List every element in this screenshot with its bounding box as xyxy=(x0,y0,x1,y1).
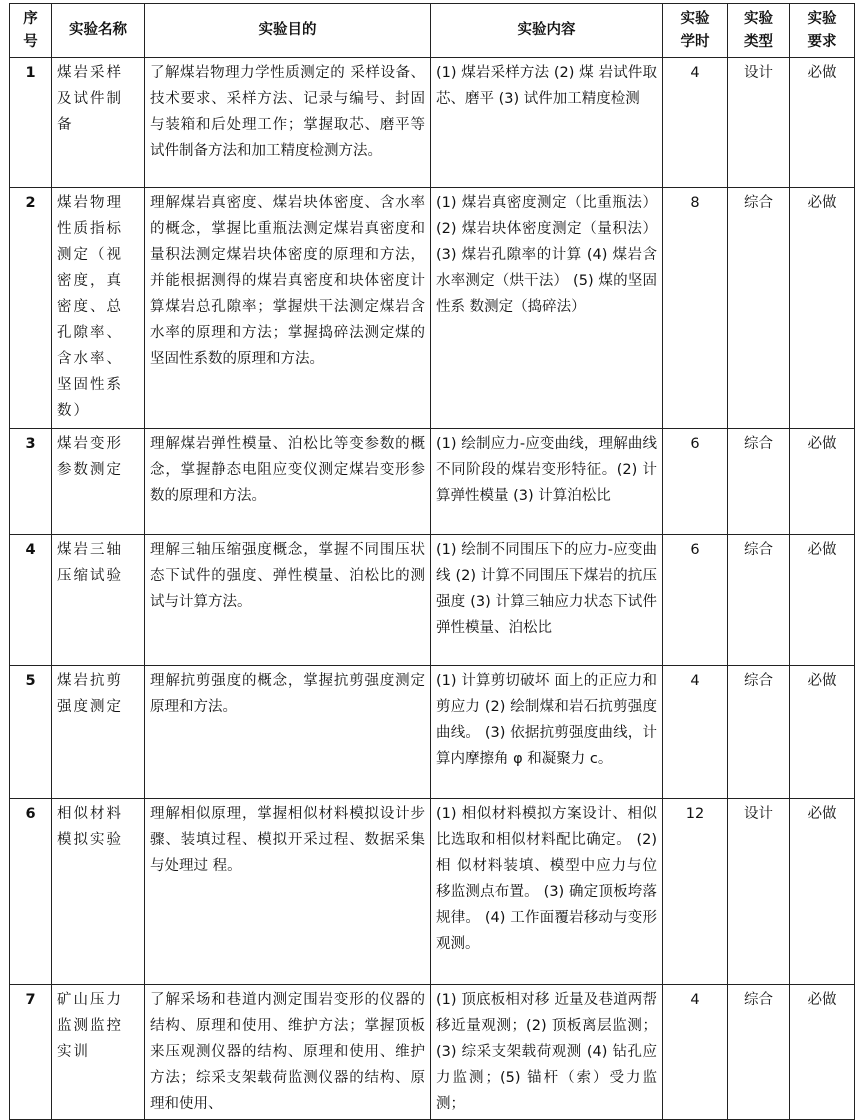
experiment-hours: 12 xyxy=(663,799,728,985)
experiment-requirement: 必做 xyxy=(790,799,855,985)
experiment-content: (1) 煤岩真密度测定（比重瓶法） (2) 煤岩块体密度测定（量积法）(3) 煤岩孔隙率的计算 (4) 煤岩含水率测定（烘干法） (5) 煤的坚固性系 数测定（捣碎法） xyxy=(431,188,663,429)
experiment-name: 煤岩采样及试件制备 xyxy=(52,58,145,188)
experiment-hours: 8 xyxy=(663,188,728,429)
experiment-name: 煤岩物理性质指标测定（视密度，真密度、总孔隙率、含水率、坚固性系数） xyxy=(52,188,145,429)
experiment-requirement: 必做 xyxy=(790,985,855,1120)
experiment-type: 综合 xyxy=(728,535,790,666)
experiment-hours: 4 xyxy=(663,58,728,188)
row-number: 3 xyxy=(10,429,52,535)
row-number: 5 xyxy=(10,666,52,799)
experiment-name: 相似材料模拟实验 xyxy=(52,799,145,985)
experiment-purpose: 理解煤岩弹性模量、泊松比等变参数的概念，掌握静态电阻应变仪测定煤岩变形参数的原理和方法。 xyxy=(145,429,431,535)
experiment-hours: 6 xyxy=(663,429,728,535)
experiment-type: 综合 xyxy=(728,985,790,1120)
header-content: 实验内容 xyxy=(431,4,663,58)
row-number: 1 xyxy=(10,58,52,188)
experiment-name: 煤岩三轴压缩试验 xyxy=(52,535,145,666)
experiment-hours: 4 xyxy=(663,666,728,799)
table-row xyxy=(10,188,855,429)
experiment-content: (1) 顶底板相对移 近量及巷道两帮移近量观测；(2) 顶板离层监测；(3) 综采支架载荷观测 (4) 钻孔应力监测；(5) 锚杆（索）受力监测； xyxy=(431,985,663,1120)
experiment-requirement: 必做 xyxy=(790,666,855,799)
experiment-content: (1) 绘制应力-应变曲线，理解曲线不同阶段的煤岩变形特征。(2) 计算弹性模量 (3) 计算泊松比 xyxy=(431,429,663,535)
experiment-requirement: 必做 xyxy=(790,535,855,666)
experiment-purpose: 理解煤岩真密度、煤岩块体密度、含水率的概念，掌握比重瓶法测定煤岩真密度和量积法测定煤岩块体密度的原理和方法，并能根据测得的煤岩真密度和块体密度计算煤岩总孔隙率；掌握烘干法测定煤岩含水率的原理和方法；掌握捣碎法测定煤的坚固性系数的原理和方法。 xyxy=(145,188,431,429)
experiment-content: (1) 计算剪切破坏 面上的正应力和剪应力 (2) 绘制煤和岩石抗剪强度曲线。 (3) 依据抗剪强度曲线，计算内摩擦角 φ 和凝聚力 c。 xyxy=(431,666,663,799)
experiment-requirement: 必做 xyxy=(790,58,855,188)
table-row xyxy=(10,429,855,535)
header-type: 实验 类型 xyxy=(728,4,790,58)
table-row xyxy=(10,666,855,799)
table-row xyxy=(10,985,855,1120)
experiment-type: 综合 xyxy=(728,666,790,799)
experiment-purpose: 了解煤岩物理力学性质测定的 采样设备、技术要求、采样方法、记录与编号、封固与装箱和后处理工作；掌握取芯、磨平等试件制备方法和加工精度检测方法。 xyxy=(145,58,431,188)
header-seq: 序 号 xyxy=(10,4,52,58)
row-number: 4 xyxy=(10,535,52,666)
experiment-type: 设计 xyxy=(728,799,790,985)
table-row xyxy=(10,58,855,188)
experiment-content: (1) 绘制不同围压下的应力-应变曲线 (2) 计算不同围压下煤岩的抗压强度 (3) 计算三轴应力状态下试件弹性模量、泊松比 xyxy=(431,535,663,666)
experiment-hours: 4 xyxy=(663,985,728,1120)
header-name: 实验名称 xyxy=(52,4,145,58)
header-row xyxy=(10,4,855,58)
experiment-requirement: 必做 xyxy=(790,429,855,535)
experiment-purpose: 理解相似原理，掌握相似材料模拟设计步骤、装填过程、模拟开采过程、数据采集与处理过 程。 xyxy=(145,799,431,985)
experiment-name: 矿山压力监测监控实训 xyxy=(52,985,145,1120)
experiment-name: 煤岩抗剪强度测定 xyxy=(52,666,145,799)
row-number: 2 xyxy=(10,188,52,429)
table-row xyxy=(10,799,855,985)
experiment-content: (1) 相似材料模拟方案设计、相似比选取和相似材料配比确定。 (2) 相 似材料装填、模型中应力与位移监测点布置。 (3) 确定顶板垮落规律。 (4) 工作面覆岩移动与变形观测。 xyxy=(431,799,663,985)
experiment-hours: 6 xyxy=(663,535,728,666)
experiment-content: (1) 煤岩采样方法 (2) 煤 岩试件取芯、磨平 (3) 试件加工精度检测 xyxy=(431,58,663,188)
row-number: 7 xyxy=(10,985,52,1120)
experiment-requirement: 必做 xyxy=(790,188,855,429)
experiment-type: 设计 xyxy=(728,58,790,188)
table-row xyxy=(10,535,855,666)
experiment-type: 综合 xyxy=(728,188,790,429)
row-number: 6 xyxy=(10,799,52,985)
header-hours: 实验 学时 xyxy=(663,4,728,58)
experiment-purpose: 理解三轴压缩强度概念，掌握不同围压状态下试件的强度、弹性模量、泊松比的测试与计算方法。 xyxy=(145,535,431,666)
header-req: 实验 要求 xyxy=(790,4,855,58)
experiment-table xyxy=(9,3,855,1120)
experiment-purpose: 了解采场和巷道内测定围岩变形的仪器的结构、原理和使用、维护方法；掌握顶板来压观测仪器的结构、原理和使用、维护方法；综采支架载荷监测仪器的结构、原理和使用、 xyxy=(145,985,431,1120)
experiment-purpose: 理解抗剪强度的概念，掌握抗剪强度测定原理和方法。 xyxy=(145,666,431,799)
experiment-name: 煤岩变形参数测定 xyxy=(52,429,145,535)
header-purpose: 实验目的 xyxy=(145,4,431,58)
experiment-type: 综合 xyxy=(728,429,790,535)
